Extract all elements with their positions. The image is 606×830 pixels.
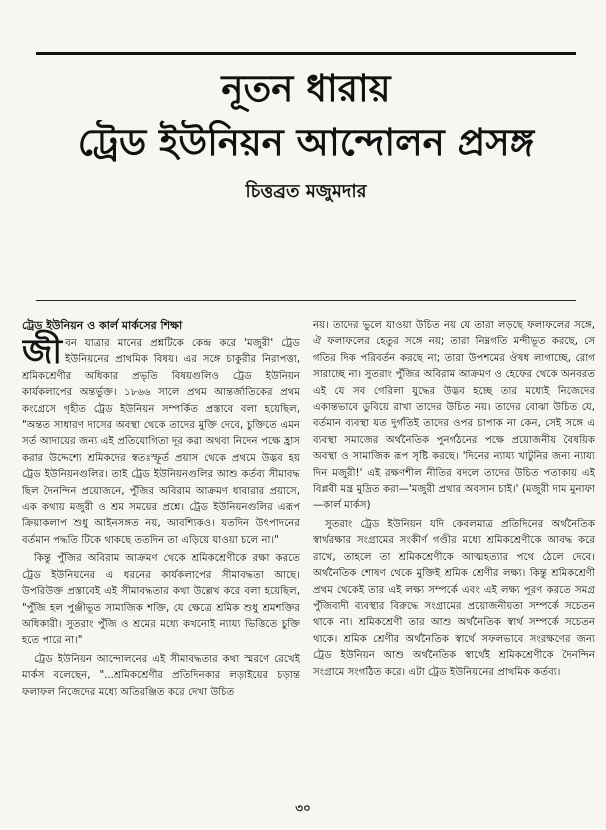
right-column (313, 318, 595, 786)
paragraph-text: বন যাত্রার মানের প্রশ্নটিকে কেন্দ্র করে 'মজুরী' ট্রেড ইউনিয়নের প্রাথমিক বিষয়। এর সঙ্গে চাকুরীর নিরাপত্তা, শ্রমিকশ্রেণীর অধিকার প্রভৃতি বিষয়গুলিও ট্রেড ইউনিয়ন কার্যকলাপের অন্তর্ভুক্ত। ১৮৬৬ সালে প্রথম আন্তর্জাতিকের প্রথম কংগ্রেসে গৃহীত ট্রেড ইউনিয়ন সম্পর্কিত প্রস্তাবে বলা হয়েছিল, "অন্তত সাধারণ দাসের অবস্থা থেকে তাদের মুক্তি দেবে, চুক্তিতে এমন সর্ত আদায়ের জন্য এই প্রতিযোগিতা দূর করা অথবা নিদেন পক্ষে হ্রাস করার উদ্দেশ্যে শ্রমিকদের স্বতঃস্ফূর্ত প্রয়াস থেকে প্রথমে উদ্ভব হয় ট্রেড ইউনিয়নগুলির। তাই ট্রেড ইউনিয়নগুলির আশু কর্তব্য সীমাবদ্ধ ছিল দৈনন্দিন প্রয়োজনে, পুঁজির অবিরাম আক্রমণ ধাবারার প্রয়াসে, এক কথায় মজুরী ও শ্রম সময়ের প্রশ্নে। ট্রেড ইউনিয়নগুলির এরূপ ক্রিয়াকলাপ শুধু আইনসঙ্গত নয়, আবশ্যিকও। যতদিন উৎপাদনের বর্তমান পদ্ধতি টিকে থাকছে ততদিন তা এড়িয়ে যাওয়া চলে না।" (22, 338, 300, 546)
paragraph: সুতরাং ট্রেড ইউনিয়ন যদি কেবলমাত্র প্রতিদিনের অর্থনৈতিক স্বার্থরক্ষার সংগ্রামের সংকীর্ণ গণ্ডীর মধ্যে শ্রমিকশ্রেণীকে আবদ্ধ করে রাখে, তাহলে তা শ্রমিকশ্রেণীকে আত্মহত্যার পথে ঠেলে দেবে। অর্থনৈতিক শোষণ থেকে মুক্তিই শ্রমিক শ্রেণীর লক্ষ্য। কিন্তু শ্রমিকশ্রেণী প্রথম থেকেই তার এই লক্ষ্য সম্পর্কে এবং এই লক্ষ্য পূরণ করতে সমগ্র পুঁজিবাদী ব্যবস্থার বিরুদ্ধে সংগ্রামের প্রয়োজনীয়তা সম্পর্কে সচেতন থাকে না। শ্রমিকশ্রেণী তার আশু অর্থনৈতিক স্বার্থ সম্পর্কে সচেতন থাকে। শ্রমিক শ্রেণীর অর্থনৈতিক স্বার্থে সফলভাবে সংরক্ষণের জন্য ট্রেড ইউনিয়ন আশু অর্থনৈতিক স্বার্থেই শ্রমিকশ্রেণীকে দৈনন্দিন সংগ্রামে সংগঠিত করে। এটা ট্রেড ইউনিয়নের প্রাথমিক কর্তব্য। (313, 518, 595, 678)
paragraph: নয়। তাদের ভুলে যাওয়া উচিত নয় যে তারা লড়ছে ফলাফলের সঙ্গে, ঐ ফলাফলের হেতুর সঙ্গে নয়; তারা নিম্নগতি মন্দীভূত করছে, সে গতির দিক পরিবর্তন করছে না; তারা উপশমের ঔষধ লাগাচ্ছে, রোগ সারাচ্ছে না। সুতরাং পুঁজির অবিরাম আক্রমণ ও হেফের থেকে অনবরত এই যে সব গেরিলা যুদ্ধের উদ্ভব হচ্ছে তার মধ্যেই নিজেদের একান্তভাবে ডুবিয়ে রাখা তাদের উচিত নয়। তাদের বোঝা উচিত যে, বর্তমান ব্যবস্থা যত দুর্গতিই তাদের ওপর চাপাক না কেন, সেই সঙ্গে এ ব্যবস্থা সমাজের অর্থনৈতিক পুনর্গঠনের পক্ষে প্রয়োজনীয় বৈষয়িক অবস্থা ও সামাজিক রূপ সৃষ্টি করছে। 'দিনের ন্যায্য খাটুনির জন্য ন্যায্য দিন মজুরী!' এই রক্ষণশীল নীতির বদলে তাদের উচিত পতাকায় এই বিপ্লবী মন্ত্র মুদ্রিত করা—'মজুরী প্রথার অবসান চাই।' (মজুরী দাম মুনাফা—কার্ল মার্কস) (313, 320, 595, 512)
paragraph: কিন্তু পুঁজির অবিরাম আক্রমণ থেকে শ্রমিকশ্রেণীকে রক্ষা করতে ট্রেড ইউনিয়নের এ ধরনের কার্যকলাপের সীমাবদ্ধতা আছে। উপরিউক্ত প্রস্তাবেই এই সীমাবদ্ধতার কথা উল্লেখ করে বলা হয়েছিল, "পুঁজি হল পুঞ্জীভূত সামাজিক শক্তি, যে ক্ষেত্রে শ্রমিক শুধু শ্রমশক্তির অধিকারী। সুতরাং পুঁজি ও শ্রমের মধ্যে কখনোই ন্যায্য ভিত্তিতে চুক্তি হতে পারে না।" (22, 553, 300, 647)
top-rule (36, 52, 576, 55)
section-heading: ট্রেড ইউনিয়ন ও কার্ল মার্কসের শিক্ষা (22, 319, 183, 332)
author-name: চিত্তব্রত মজুমদার (245, 181, 367, 202)
drop-cap: জী (22, 332, 63, 372)
left-column (22, 318, 300, 786)
article-title-line-2: ট্রেড ইউনিয়ন আন্দোলন প্রসঙ্গ (77, 121, 535, 164)
section-divider (36, 300, 576, 301)
paragraph (22, 332, 300, 549)
article-title-line-1: নূতন ধারায় (221, 67, 391, 110)
paragraph: ট্রেড ইউনিয়ন আন্দোলনের এই সীমাবদ্ধতার কথা স্মরণে রেখেই মার্কস বলেছেন, "...শ্রমিকশ্রেণীর প্রতিদিনকার লড়াইয়ের চড়ান্ত ফলাফল নিজেদের মধ্যে অতিরঞ্জিত করে দেখা উচিত (22, 653, 300, 698)
page-number: ৩০ (295, 801, 311, 815)
